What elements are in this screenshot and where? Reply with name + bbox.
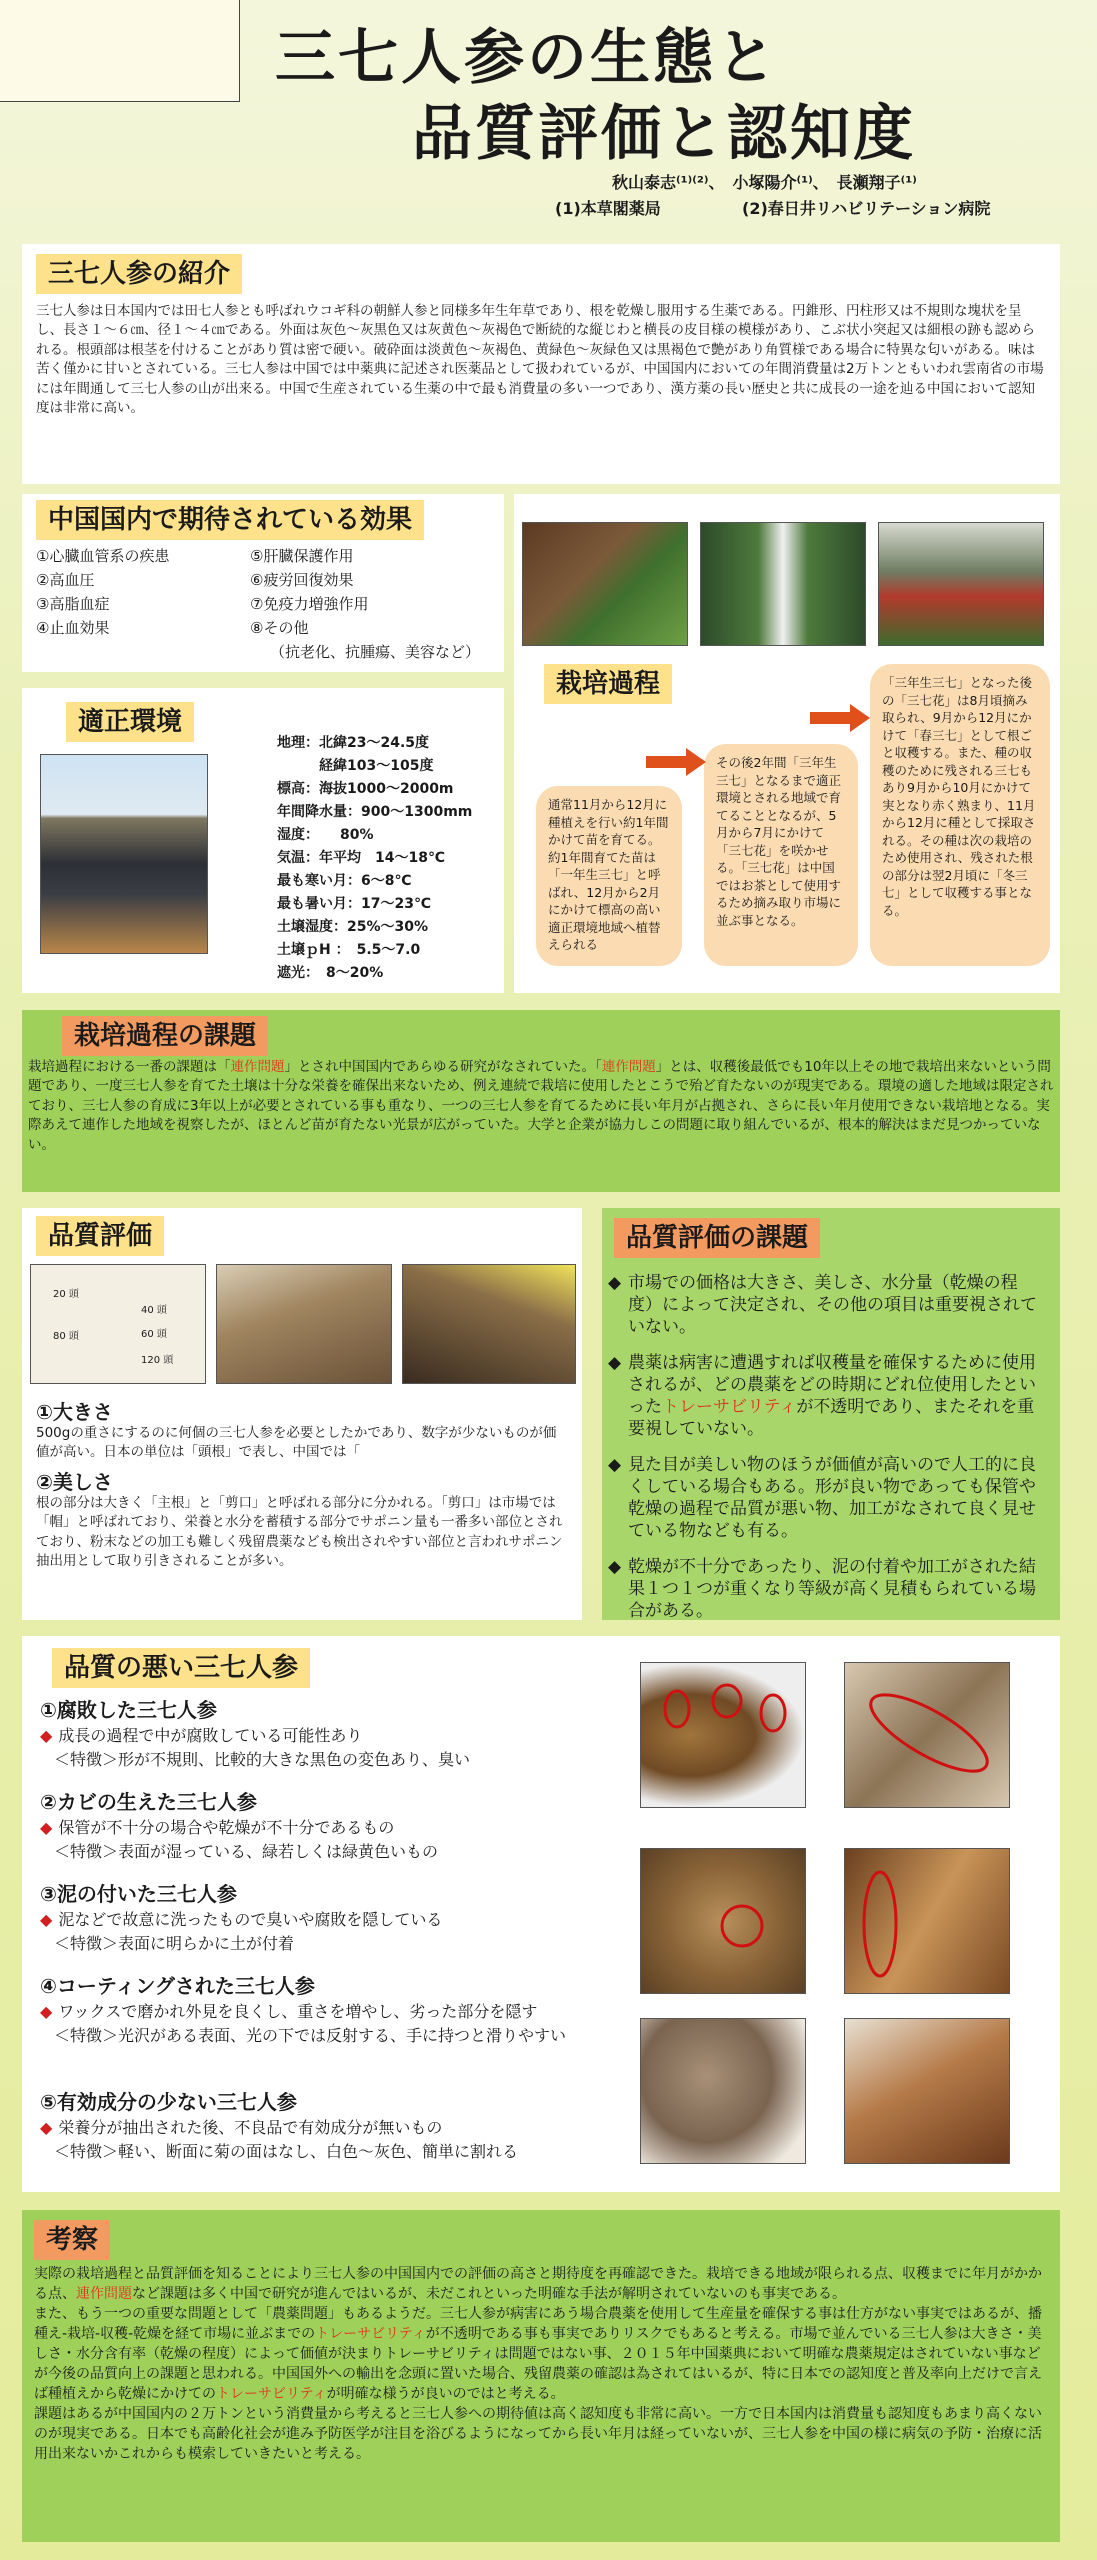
arrow-icon [810, 704, 870, 732]
effects-left-list [36, 544, 169, 640]
diamond-icon: ◆ [40, 2002, 53, 2021]
coated-root-photo [844, 1848, 1010, 1994]
market-photo-2 [402, 1264, 576, 1384]
cultivation-heading: 栽培過程 [544, 664, 672, 704]
size-heading: ①大きさ [36, 1400, 113, 1424]
effects-panel [22, 494, 504, 672]
effect-7: ⑦免疫力増強作用 [250, 595, 369, 613]
effect-6: ⑥疲労回復効果 [250, 571, 354, 589]
env-row: 湿度： 80% [277, 827, 374, 843]
discussion-heading: 考察 [34, 2220, 110, 2260]
env-row: 最も寒い月：6～8℃ [277, 873, 412, 889]
beauty-text: 根の部分は大きく「主根」と「剪口」と呼ばれる部分に分かれる。「剪口」は市場では「帽」と呼ばれており、栄養と水分を蓄積する部分でサポニン量も一番多い部位とされており、粉末などの加工も難しく残留農薬なども検出されやすい部位と言われサポニン抽出用として取り引きされることが多い。 [36, 1495, 563, 1570]
effects-heading: 中国国内で期待されている効果 [36, 500, 424, 540]
effect-5: ⑤肝臓保護作用 [250, 547, 354, 565]
bad-item-3: ③泥の付いた三七人参 ◆ 泥などで故意に洗ったもので臭いや腐敗を隠している ＜特徴＞表面に明らかに土が付着 [40, 1882, 443, 1953]
affiliation-1: (1)本草閣薬局 [555, 199, 661, 218]
environment-list [277, 732, 472, 985]
cultivation-step-3: 「三年生三七」となった後の「三七花」は8月頃摘み取られ、9月から12月にかけて「春三七」として根ごと収穫する。また、種の収穫のために残される三七もあり9月から10月にかけて実となり赤く熟まり、11月から12月に種として採取される。その種は次の栽培のため使用され、残された根の部分は翌2月頃に「冬三七」として収穫する事となる。 [870, 664, 1050, 966]
discussion-paragraph-3: 課題はあるが中国国内の２万トンという消費量から考えると三七人参への期待値は高く認知度も非常に高い。一方で日本国内は消費量も認知度もあまり高くないのが現実である。日本でも高齢化社会が進み予防医学が注目を浴びるようになってから長い年月は経っていないが、三七人参を中国の様に病気の予防・治療に活用出来ないかこれからも模索していきたいと考える。 [34, 2406, 1042, 2462]
quality-issue-item: ◆ 見た目が美しい物のほうが価値が高いので人工的に良くしている場合もある。形が良い物であっても保管や乾燥の過程で品質が悪い物、加工がなされて良く見せている物なども有る。 [608, 1454, 1038, 1542]
env-row: 土壌湿度：25%～30% [277, 919, 429, 935]
low-potency-photo-1 [640, 2018, 806, 2164]
discussion-panel [22, 2210, 1060, 2542]
affiliation-2: (2)春日井リハビリテーション病院 [742, 199, 991, 218]
researcher-photo [700, 522, 866, 646]
moldy-root-photo [844, 1662, 1010, 1808]
keyword-traceability: トレーサビリティ [315, 2326, 426, 2342]
market-photo-1 [216, 1264, 392, 1384]
muddy-root-photo [640, 1848, 806, 1994]
quality-issue-item: ◆ 市場での価格は大きさ、美しさ、水分量（乾燥の程度）によって決定され、その他の項目は重要視されていない。 [608, 1272, 1038, 1338]
diamond-icon: ◆ [40, 2118, 53, 2137]
title-line2: 品質評価と認知度 [412, 99, 916, 169]
quality-issues-heading: 品質評価の課題 [614, 1218, 820, 1258]
effect-1: ①心臓血管系の疾患 [36, 547, 170, 565]
environment-heading: 適正環境 [66, 702, 194, 742]
keyword-traceability: トレーサビリティ [216, 2386, 327, 2402]
effect-4: ④止血効果 [36, 619, 110, 637]
env-row: 最も暑い月：17～23℃ [277, 896, 431, 912]
bad-item-4: ④コーティングされた三七人参 ◆ ワックスで磨かれ外見を良くし、重さを増やし、劣った部分を隠す ＜特徴＞光沢がある表面、光の下では反射する、手に持つと滑りやすい [40, 1974, 567, 2045]
size-text: 500gの重さにするのに何個の三七人参を必要としたかであり、数字が少ないものが価値が高い。日本の単位は「頭根」で表し、中国では「 [36, 1425, 557, 1461]
effect-3: ③高脂血症 [36, 595, 110, 613]
bad-item-5: ⑤有効成分の少ない三七人参 ◆ 栄養分が抽出された後、不良品で有効成分が無いもの ＜特徴＞軽い、断面に菊の面はなし、白色～灰色、簡単に割れる [40, 2090, 519, 2161]
issues-panel [22, 1010, 1060, 1192]
intro-text: 三七人参は日本国内では田七人参とも呼ばれウコギ科の朝鮮人参と同様多年生年草であり、根を乾燥し服用する生薬である。円錐形、円柱形又は不規則な塊状を呈し、長さ１～６㎝、径１～４㎝である。外面は灰色～灰黒色又は灰黄色～灰褐色で断続的な縦じわと横長の皮目様の模様があり、こぶ状小突起又は細根の跡も認められる。根頭部は根茎を付けることがあり質は密で硬い。破砕面は淡黄色～灰褐色、黄緑色～灰緑色又は黒褐色で艶があり角質様である場合に特異な匂いがある。味は苦く僅かに甘いとされている。三七人参は中国では中薬典に記述され医薬品として扱われているが、中国国内においての年間消費量は2万トンともいわれ雲南省の市場には年間通して三七人参の山が出来る。中国で生産されている生薬の中で最も消費量の多い一つであり、漢方薬の長い歴史と共に成長の一途を辿る中国において認知度は非常に高い。 [36, 303, 1044, 417]
env-row: 土壌ｐH ： 5.5～7.0 [277, 942, 421, 958]
discussion-paragraph-1: 実際の栽培過程と品質評価を知ることにより三七人参の中国国内での評価の高さと期待度を再確認できた。栽培できる地域が限られる点、収穫までに年月がかかる点、連作問題など課題は多く中国で研究が進んではいるが、未だこれといった明確な手法が解明されていないのも事実である。 [34, 2266, 1042, 2302]
grade-sample-photo [30, 1264, 206, 1384]
env-row: 地理：北緯23～24.5度 [277, 735, 430, 751]
title-line1: 三七人参の生態と [275, 23, 779, 93]
quality-panel [22, 1208, 582, 1620]
greenhouse-photo [878, 522, 1044, 646]
keyword-rensaku: 連作問題 [76, 2286, 132, 2302]
grade-label: 120 頭 [141, 1355, 174, 1366]
authors: 秋山泰志⁽¹⁾⁽²⁾、 小塚陽介⁽¹⁾、 長瀬翔子⁽¹⁾ [612, 173, 917, 192]
rotten-root-photo [640, 1662, 806, 1808]
quality-issue-item: ◆ 農薬は病害に遭遇すれば収穫量を確保するために使用されるが、どの農薬をどの時期にどれ位使用したといったトレーサビリティが不透明であり、またそれを重要視していない。 [608, 1352, 1038, 1440]
quality-issue-item: ◆ 乾燥が不十分であったり、泥の付着や加工がされた結果１つ１つが重くなり等級が高く見積もられている場合がある。 [608, 1556, 1038, 1622]
arrow-icon [646, 748, 706, 776]
bad-quality-panel [22, 1636, 1060, 2192]
keyword-rensaku: 連作問題 [230, 1059, 285, 1075]
intro-heading: 三七人参の紹介 [36, 254, 242, 294]
cultivation-step-1: 通常11月から12月に種植えを行い約1年間かけて苗を育てる。約1年間育てた苗は「一年生三七」と呼ばれ、12月から2月にかけて標高の高い適正環境地域へ植替えられる [536, 786, 682, 966]
quality-issues-list [608, 1272, 1038, 1636]
issues-heading: 栽培過程の課題 [62, 1016, 268, 1056]
cultivation-panel [514, 494, 1060, 993]
plant-photo [522, 522, 688, 646]
field-photo [40, 754, 208, 954]
effect-2: ②高血圧 [36, 571, 95, 589]
env-row: 年間降水量：900～1300mm [277, 804, 473, 820]
effect-note: （抗老化、抗腫瘍、美容など） [270, 643, 481, 661]
discussion-paragraph-2: また、もう一つの重要な問題として「農薬問題」もあるようだ。三七人参が病害にあう場合農薬を使用して生産量を確保する事は仕方がない事実ではあるが、播種え-栽培-収穫-乾燥を経て市場に並ぶまでのトレーサビリティが不透明である事も事実でありリスクでもあると考える。市場で並んでいる三七人参は大きさ・美しさ・水分含有率（乾燥の程度）によって価値が決まりトレーサビリティは問題ではない事、２０１５年中国薬典において明確な農薬規定はされていない事などが今後の品質向上の課題と思われる。中国国外への輸出を念頭に置いた場合、残留農薬の確認は為されてはいるが、特に日本での認知度と普及率向上だけで言えば種植えから乾燥にかけてのトレーサビリティが明確な様うが良いのではと考える。 [34, 2306, 1042, 2402]
top-left-box [0, 0, 240, 102]
grade-label: 40 頭 [141, 1305, 167, 1316]
env-row: 標高：海抜1000～2000m [277, 781, 454, 797]
grade-label: 60 頭 [141, 1329, 167, 1340]
issues-text: 栽培過程における一番の課題は「連作問題」とされ中国国内であらゆる研究がなされていた。「連作問題」とは、収穫後最低でも10年以上その地で栽培出来ないという問題であり、一度三七人参を育てた土壌は十分な栄養を確保出来ないため、例え連続で栽培に使用したとこうで殆ど育たないのが現実である。環境の適した地域は限定されており、三七人参の育成に3年以上が必要とされている事も重なり、一つの三七人参を育てるために長い年月が占拠され、さらに長い年月使用できない栽培地となる。実際あえて連作した地域を視察したが、ほとんど苗が育たない光景が広がっていた。大学と企業が協力しこの問題に取り組んでいるが、根本的解決はまだ見つかっていない。 [28, 1059, 1054, 1153]
keyword-rensaku: 連作問題 [601, 1059, 656, 1075]
beauty-heading: ②美しさ [36, 1470, 113, 1494]
cultivation-step-2: その後2年間「三年生三七」となるまで適正環境とされる地域で育てることとなるが、5月から7月にかけて「三七花」を咲かせる。「三七花」は中国ではお茶として使用するため摘み取り市場に並ぶ事となる。 [704, 744, 858, 966]
quality-heading: 品質評価 [36, 1216, 164, 1256]
env-row: 気温：年平均 14～18℃ [277, 850, 445, 866]
environment-panel [22, 688, 504, 993]
bad-quality-heading: 品質の悪い三七人参 [52, 1648, 310, 1688]
diamond-icon: ◆ [40, 1910, 53, 1929]
bad-item-1: ①腐敗した三七人参 ◆ 成長の過程で中が腐敗している可能性あり ＜特徴＞形が不規則、比較的大きな黒色の変色あり、臭い [40, 1698, 471, 1769]
discussion-text [34, 2264, 1048, 2464]
env-row: 遮光： 8～20% [277, 965, 384, 981]
keyword-traceability: トレーサビリティ [662, 1397, 797, 1417]
intro-panel [22, 244, 1060, 484]
env-row: 経緯103～105度 [277, 758, 434, 774]
low-potency-photo-2 [844, 2018, 1010, 2164]
grade-label: 80 頭 [53, 1331, 79, 1342]
quality-issues-panel [602, 1208, 1060, 1620]
diamond-icon: ◆ [40, 1818, 53, 1837]
bad-item-2: ②カビの生えた三七人参 ◆ 保管が不十分の場合や乾燥が不十分であるもの ＜特徴＞表面が湿っている、緑若しくは緑黄色いもの [40, 1790, 439, 1861]
effect-8: ⑧その他 [250, 619, 309, 637]
diamond-icon: ◆ [40, 1726, 53, 1745]
effects-right-list [250, 544, 480, 664]
grade-label: 20 頭 [53, 1289, 79, 1300]
